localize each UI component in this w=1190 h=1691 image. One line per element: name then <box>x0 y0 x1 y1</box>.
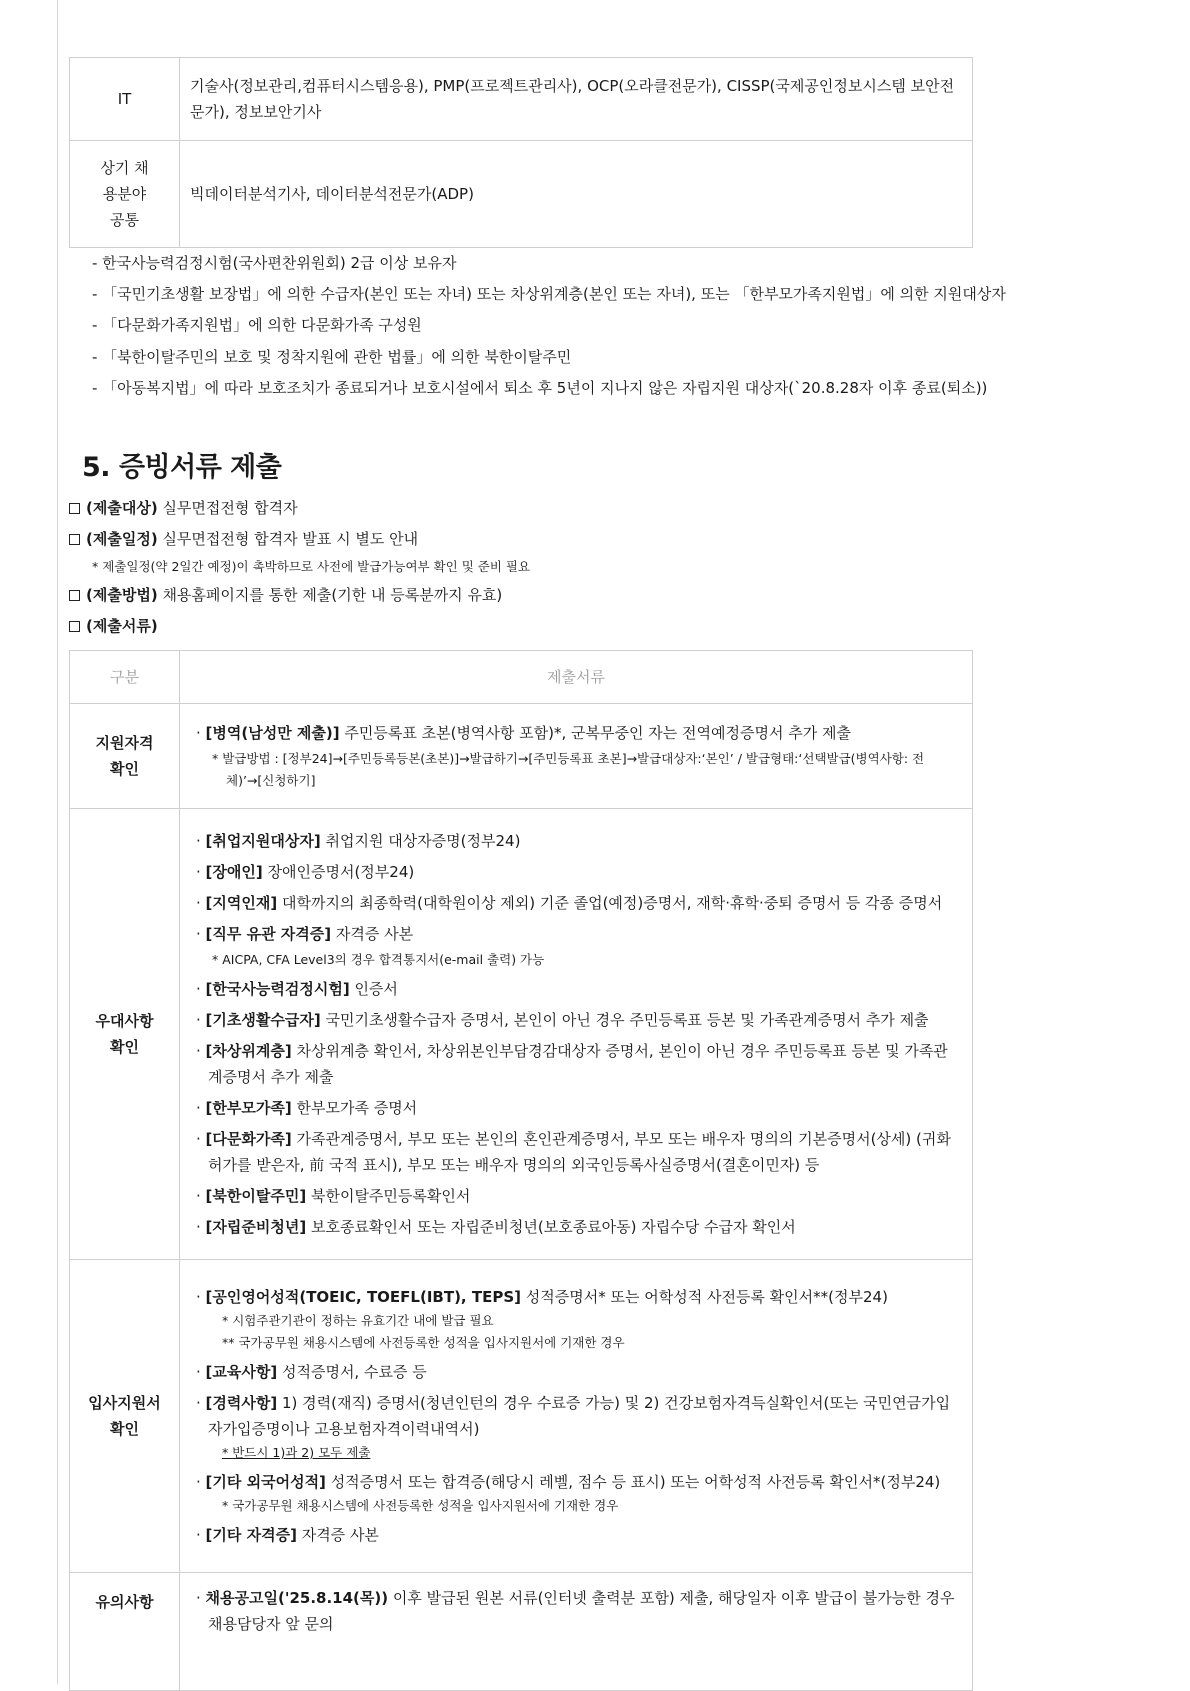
preference-list <box>92 248 1006 404</box>
left-margin-rule <box>57 0 58 1684</box>
info-key: (제출방법) <box>86 586 158 604</box>
info-line <box>69 498 298 518</box>
row-content <box>180 704 973 809</box>
item-text: 자격증 사본 <box>331 925 414 943</box>
item-text: 차상위계층 확인서, 차상위본인부담경감대상자 증명서, 본인이 아닌 경우 주민등록표 등본 및 가족관계증명서 추가 제출 <box>208 1042 948 1086</box>
list-item: · [공인영어성적(TOEIC, TOEFL(IBT), TEPS] 성적증명서* 또는 어학성적 사전등록 확인서**(정부24) <box>196 1288 888 1306</box>
list-item: · [교육사항] 성적증명서, 수료증 등 <box>196 1363 427 1381</box>
item-text: 북한이탈주민등록확인서 <box>306 1187 471 1205</box>
item-key: [기초생활수급자] <box>205 1011 321 1029</box>
list-item: · [한부모가족] 한부모가족 증명서 <box>196 1099 418 1117</box>
item-note: * 반드시 1)과 2) 모두 제출 <box>222 1445 371 1460</box>
list-item: · [직무 유관 자격증] 자격증 사본 <box>196 925 414 943</box>
checkbox-square-icon <box>69 534 80 545</box>
item-note: * AICPA, CFA Level3의 경우 합격통지서(e-mail 출력) 가능 <box>212 952 545 967</box>
list-item: · [기타 외국어성적] 성적증명서 또는 합격증(해당시 레벨, 점수 등 표시) 또는 어학성적 사전등록 확인서*(정부24) <box>196 1473 941 1491</box>
info-text: 실무면접전형 합격자 발표 시 별도 안내 <box>157 530 419 548</box>
item-key: [북한이탈주민] <box>205 1187 307 1205</box>
item-text: 성적증명서, 수료증 등 <box>277 1363 427 1381</box>
row-label <box>70 141 180 248</box>
item-key: [차상위계층] <box>205 1042 292 1060</box>
list-item: · [경력사항] 1) 경력(재직) 증명서(청년인턴의 경우 수료증 가능) 및 2) 건강보험자격득실확인서(또는 국민연금가입자가입증명이나 고용보험자격이력내역서) <box>196 1394 951 1438</box>
info-key: (제출일정) <box>86 530 158 548</box>
item-text: 이후 발급된 원본 서류(인터넷 출력분 포함) 제출, 해당일자 이후 발급이 불가능한 경우 채용담당자 앞 문의 <box>208 1589 955 1633</box>
item-text: 자격증 사본 <box>296 1526 379 1544</box>
row-label <box>70 704 180 809</box>
item-key: [기타 외국어성적] <box>205 1473 326 1491</box>
document-list <box>190 1284 962 1548</box>
list-item: - 「북한이탈주민의 보호 및 정착지원에 관한 법률」에 의한 북한이탈주민 <box>92 347 572 366</box>
section-title: 5. 증빙서류 제출 <box>82 452 282 483</box>
header-category: 구분 <box>70 651 180 704</box>
item-text: 가족관계증명서, 부모 또는 본인의 혼인관계증명서, 부모 또는 배우자 명의의 기본증명서(상세) (귀화허가를 받은자, 前 국적 표시), 부모 또는 배우자 명의의 외국인등록사실증명서(결혼이민자) 등 <box>208 1130 951 1174</box>
row-label <box>70 1260 180 1573</box>
list-item: · [기초생활수급자] 국민기초생활수급자 증명서, 본인이 아닌 경우 주민등록표 등본 및 가족관계증명서 추가 제출 <box>196 1011 929 1029</box>
list-item: · [한국사능력검정시험] 인증서 <box>196 980 398 998</box>
list-item: - 「아동복지법」에 따라 보호조치가 종료되거나 보호시설에서 퇴소 후 5년이 지나지 않은 자립지원 대상자(`20.8.28자 이후 종료(퇴소)) <box>92 378 988 397</box>
documents-table <box>69 650 973 1691</box>
list-item: · [병역(남성만 제출)] 주민등록표 초본(병역사항 포함)*, 군복무중인 자는 전역예정증명서 추가 제출 <box>196 724 851 742</box>
list-item: · [북한이탈주민] 북한이탈주민등록확인서 <box>196 1187 471 1205</box>
table-row <box>70 141 973 248</box>
document-list <box>190 720 962 792</box>
row-label-text: 우대사항 확인 <box>95 1012 154 1056</box>
item-text: 한부모가족 증명서 <box>291 1099 418 1117</box>
list-item: · [장애인] 장애인증명서(정부24) <box>196 863 415 881</box>
item-note: * 시험주관기관이 정하는 유효기간 내에 발급 필요 <box>222 1313 494 1328</box>
item-key: 채용공고일('25.8.14(목)) <box>205 1589 389 1607</box>
list-item: - 「국민기초생활 보장법」에 의한 수급자(본인 또는 자녀) 또는 차상위계층(본인 또는 자녀), 또는 「한부모가족지원법」에 의한 지원대상자 <box>92 285 1006 304</box>
item-note: ** 국가공무원 채용시스템에 사전등록한 성적을 입사지원서에 기재한 경우 <box>222 1335 625 1350</box>
item-key: [다문화가족] <box>205 1130 292 1148</box>
item-text: 장애인증명서(정부24) <box>262 863 415 881</box>
row-label <box>70 809 180 1260</box>
table-row <box>70 1573 973 1691</box>
row-label-text: 지원자격 확인 <box>95 734 154 778</box>
table-row <box>70 58 973 141</box>
item-key: [기타 자격증] <box>205 1526 297 1544</box>
list-item: · [차상위계층] 차상위계층 확인서, 차상위본인부담경감대상자 증명서, 본인이 아닌 경우 주민등록표 등본 및 가족관계증명서 추가 제출 <box>196 1042 948 1086</box>
info-line <box>69 529 418 549</box>
row-label: IT <box>70 58 180 141</box>
item-text: 대학까지의 최종학력(대학원이상 제외) 기준 졸업(예정)증명서, 재학·휴학·중퇴 증명서 등 각종 증명서 <box>277 894 943 912</box>
item-note: * 국가공무원 채용시스템에 사전등록한 성적을 입사지원서에 기재한 경우 <box>222 1498 619 1513</box>
row-content: 빅데이터분석기사, 데이터분석전문가(ADP) <box>180 141 973 248</box>
list-item: - 한국사능력검정시험(국사편찬위원회) 2급 이상 보유자 <box>92 254 457 272</box>
item-text: 보호종료확인서 또는 자립준비청년(보호종료아동) 자립수당 수급자 확인서 <box>306 1218 796 1236</box>
item-key: [지역인재] <box>205 894 278 912</box>
item-key: [자립준비청년] <box>205 1218 307 1236</box>
item-text: 국민기초생활수급자 증명서, 본인이 아닌 경우 주민등록표 등본 및 가족관계증명서 추가 제출 <box>320 1011 929 1029</box>
info-text: 실무면접전형 합격자 <box>157 499 298 517</box>
item-text: 취업지원 대상자증명(정부24) <box>320 832 521 850</box>
item-note: * 발급방법 : [정부24]→[주민등록등본(초본)]→발급하기→[주민등록표 초본]→발급대상자:‘본인’ / 발급형태:‘선택발급(병역사항: 전체)’→[신청하기] <box>212 751 925 788</box>
table-row <box>70 1260 973 1573</box>
item-key: [경력사항] <box>205 1394 278 1412</box>
info-text: 채용홈페이지를 통한 제출(기한 내 등록분까지 유효) <box>157 586 503 604</box>
row-content: 기술사(정보관리,컴퓨터시스템응용), PMP(프로젝트관리사), OCP(오라클전문가), CISSP(국제공인정보시스템 보안전문가), 정보보안기사 <box>180 58 973 141</box>
item-key: [병역(남성만 제출)] <box>205 724 340 742</box>
item-text: 주민등록표 초본(병역사항 포함)*, 군복무중인 자는 전역예정증명서 추가 제출 <box>339 724 851 742</box>
document-list <box>190 828 962 1240</box>
row-content <box>180 809 973 1260</box>
info-key: (제출대상) <box>86 499 158 517</box>
table-row <box>70 809 973 1260</box>
info-line <box>69 585 502 605</box>
list-item: · [자립준비청년] 보호종료확인서 또는 자립준비청년(보호종료아동) 자립수당 수급자 확인서 <box>196 1218 796 1236</box>
checkbox-square-icon <box>69 590 80 601</box>
row-label-text: 입사지원서 확인 <box>88 1394 161 1438</box>
row-label-text: 상기 채용분야 공통 <box>100 159 149 229</box>
item-key: [장애인] <box>205 863 263 881</box>
checkbox-square-icon <box>69 503 80 514</box>
row-content <box>180 1573 973 1691</box>
item-key: [한국사능력검정시험] <box>205 980 350 998</box>
list-item: · [지역인재] 대학까지의 최종학력(대학원이상 제외) 기준 졸업(예정)증명서, 재학·휴학·중퇴 증명서 등 각종 증명서 <box>196 894 943 912</box>
item-text: 성적증명서* 또는 어학성적 사전등록 확인서**(정부24) <box>520 1288 888 1306</box>
item-key: [공인영어성적(TOEIC, TOEFL(IBT), TEPS] <box>205 1288 521 1306</box>
info-note: * 제출일정(약 2일간 예정)이 촉박하므로 사전에 발급가능여부 확인 및 준비 필요 <box>92 559 531 574</box>
item-text: 1) 경력(재직) 증명서(청년인턴의 경우 수료증 가능) 및 2) 건강보험자격득실확인서(또는 국민연금가입자가입증명이나 고용보험자격이력내역서) <box>208 1394 951 1438</box>
header-documents: 제출서류 <box>180 651 973 704</box>
item-key: [취업지원대상자] <box>205 832 321 850</box>
list-item: · 채용공고일('25.8.14(목)) 이후 발급된 원본 서류(인터넷 출력분 포함) 제출, 해당일자 이후 발급이 불가능한 경우 채용담당자 앞 문의 <box>196 1589 955 1633</box>
row-content <box>180 1260 973 1573</box>
item-key: [한부모가족] <box>205 1099 292 1117</box>
item-key: [교육사항] <box>205 1363 278 1381</box>
list-item: · [취업지원대상자] 취업지원 대상자증명(정부24) <box>196 832 521 850</box>
list-item: - 「다문화가족지원법」에 의한 다문화가족 구성원 <box>92 316 422 335</box>
table-row <box>70 704 973 809</box>
list-item: · [기타 자격증] 자격증 사본 <box>196 1526 379 1544</box>
item-text: 성적증명서 또는 합격증(해당시 레벨, 점수 등 표시) 또는 어학성적 사전등록 확인서*(정부24) <box>325 1473 941 1491</box>
list-item: · [다문화가족] 가족관계증명서, 부모 또는 본인의 혼인관계증명서, 부모 또는 배우자 명의의 기본증명서(상세) (귀화허가를 받은자, 前 국적 표시), 부모 또는 배우자 명의의 외국인등록사실증명서(결혼이민자) 등 <box>196 1130 951 1174</box>
item-key: [직무 유관 자격증] <box>205 925 332 943</box>
certificate-table <box>69 57 973 248</box>
row-label: 유의사항 <box>70 1573 180 1691</box>
info-line <box>69 616 158 636</box>
table-header-row <box>70 651 973 704</box>
document-list <box>190 1585 962 1637</box>
item-text: 인증서 <box>349 980 398 998</box>
checkbox-square-icon <box>69 621 80 632</box>
info-key: (제출서류) <box>86 617 158 635</box>
